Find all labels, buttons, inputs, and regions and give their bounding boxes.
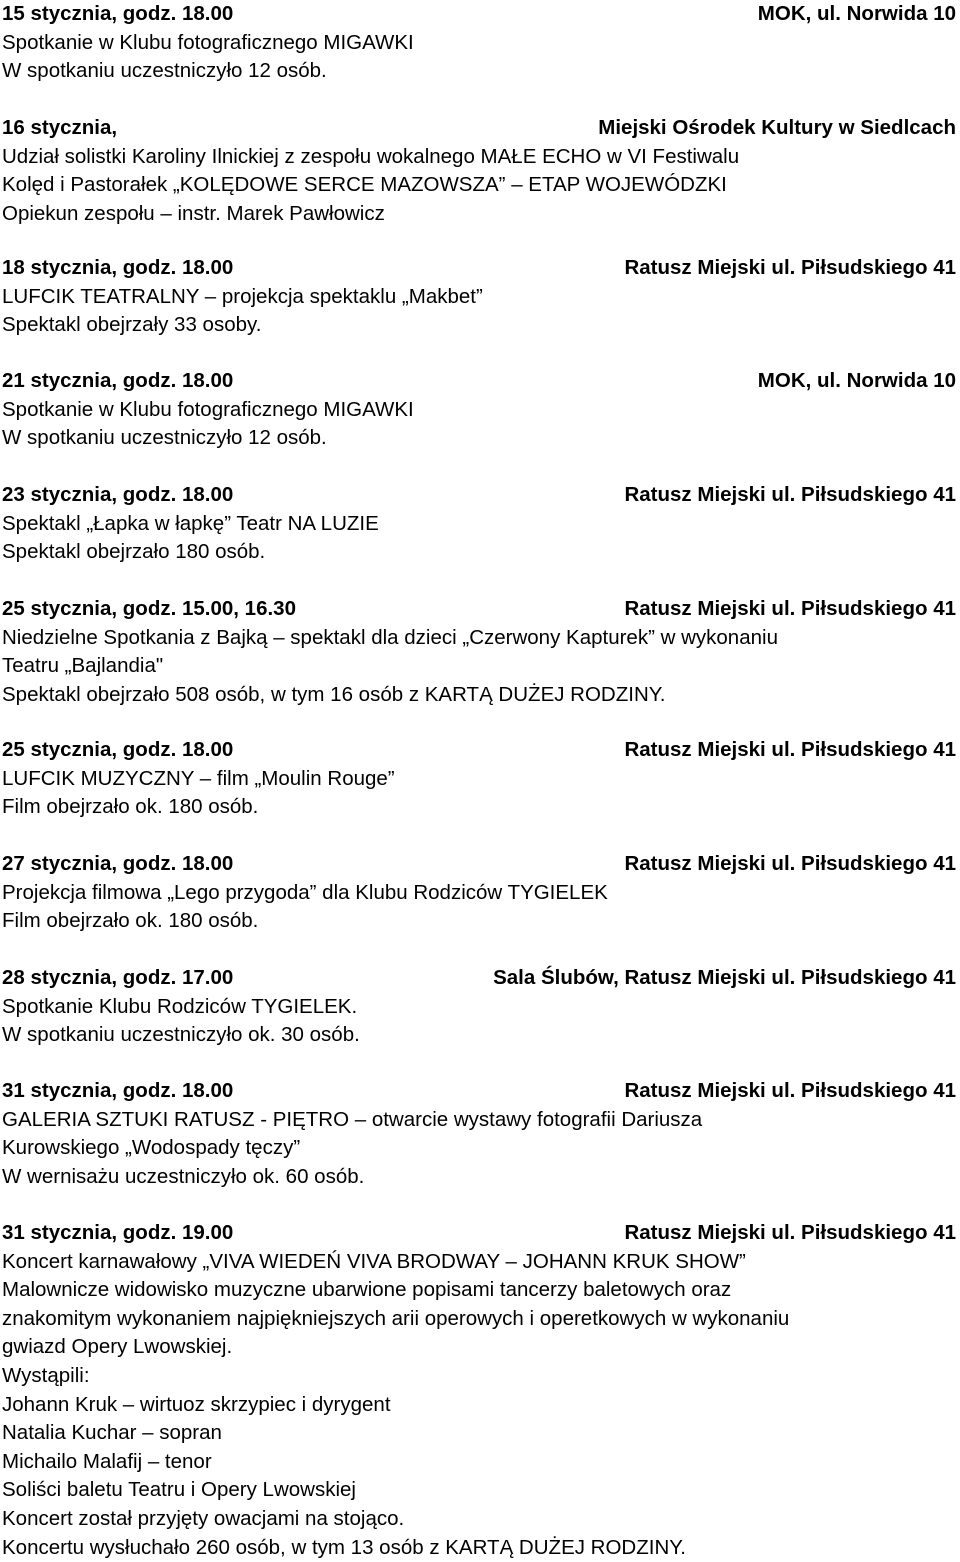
event-entry: [2, 1219, 956, 1562]
event-entry: [2, 254, 956, 340]
event-header: [2, 0, 956, 29]
event-header: [2, 595, 956, 624]
event-description-line: Film obejrzało ok. 180 osób.: [2, 909, 259, 933]
event-description-line: Soliści baletu Teatru i Opery Lwowskiej: [2, 1478, 356, 1502]
event-entry: [2, 595, 956, 709]
event-description-line: Spotkanie w Klubu fotograficznego MIGAWKI: [2, 30, 414, 54]
event-venue: Ratusz Miejski ul. Piłsudskiego 41: [624, 1079, 956, 1102]
event-header: [2, 1077, 956, 1106]
event-description-line: GALERIA SZTUKI RATUSZ - PIĘTRO – otwarcie wystawy fotografii Dariusza: [2, 1107, 703, 1131]
event-entry: [2, 481, 956, 567]
event-description-line: Kurowskiego „Wodospady tęczy”: [2, 1136, 301, 1160]
event-entry: [2, 367, 956, 453]
event-venue: MOK, ul. Norwida 10: [757, 369, 956, 392]
event-description-line: Spektakl „Łapka w łapkę” Teatr NA LUZIE: [2, 511, 379, 535]
event-date: 28 stycznia, godz. 17.00: [2, 966, 234, 989]
event-description-line: Kolęd i Pastorałek „KOLĘDOWE SERCE MAZOWSZA” – ETAP WOJEWÓDZKI: [2, 173, 727, 197]
event-description-line: Film obejrzało ok. 180 osób.: [2, 795, 259, 819]
event-description-line: gwiazd Opery Lwowskiej.: [2, 1335, 233, 1359]
event-header: [2, 850, 956, 879]
event-date: 15 stycznia, godz. 18.00: [2, 2, 234, 25]
event-date: 16 stycznia,: [2, 116, 118, 139]
event-description-line: LUFCIK TEATRALNY – projekcja spektaklu „Makbet”: [2, 284, 483, 308]
event-date: 18 stycznia, godz. 18.00: [2, 256, 234, 279]
event-header: [2, 736, 956, 765]
event-header: [2, 114, 956, 143]
event-description-line: Spektakl obejrzały 33 osoby.: [2, 313, 262, 337]
event-description-line: W spotkaniu uczestniczyło 12 osób.: [2, 426, 327, 450]
event-description-line: Niedzielne Spotkania z Bajką – spektakl dla dzieci „Czerwony Kapturek” w wykonaniu: [2, 625, 778, 649]
event-venue: Miejski Ośrodek Kultury w Siedlcach: [598, 116, 956, 139]
event-entry: [2, 0, 956, 86]
event-description-line: znakomitym wykonaniem najpiękniejszych arii operowych i operetkowych w wykonaniu: [2, 1306, 790, 1330]
event-date: 31 stycznia, godz. 18.00: [2, 1079, 234, 1102]
event-description-line: Udział solistki Karoliny Ilnickiej z zespołu wokalnego MAŁE ECHO w VI Festiwalu: [2, 144, 740, 168]
event-description-line: Teatru „Bajlandia": [2, 654, 164, 678]
event-venue: MOK, ul. Norwida 10: [757, 2, 956, 25]
event-description-line: Michailo Malafij – tenor: [2, 1449, 212, 1473]
event-header: [2, 1219, 956, 1248]
event-description-line: Opiekun zespołu – instr. Marek Pawłowicz: [2, 201, 385, 225]
event-entry: [2, 1077, 956, 1191]
event-venue: Ratusz Miejski ul. Piłsudskiego 41: [624, 483, 956, 506]
event-date: 23 stycznia, godz. 18.00: [2, 483, 234, 506]
event-entry: [2, 850, 956, 936]
event-header: [2, 254, 956, 283]
event-description-line: W spotkaniu uczestniczyło 12 osób.: [2, 59, 327, 83]
event-venue: Ratusz Miejski ul. Piłsudskiego 41: [624, 738, 956, 761]
event-description-line: LUFCIK MUZYCZNY – film „Moulin Rouge”: [2, 766, 395, 790]
event-venue: Ratusz Miejski ul. Piłsudskiego 41: [624, 597, 956, 620]
event-description-line: Koncert karnawałowy „VIVA WIEDEŃ VIVA BRODWAY – JOHANN KRUK SHOW”: [2, 1249, 746, 1273]
event-description-line: W wernisażu uczestniczyło ok. 60 osób.: [2, 1164, 365, 1188]
event-venue: Ratusz Miejski ul. Piłsudskiego 41: [624, 256, 956, 279]
event-header: [2, 367, 956, 396]
event-venue: Sala Ślubów, Ratusz Miejski ul. Piłsudskiego 41: [493, 966, 956, 989]
event-date: 25 stycznia, godz. 18.00: [2, 738, 234, 761]
event-date: 25 stycznia, godz. 15.00, 16.30: [2, 597, 296, 620]
event-description-line: Johann Kruk – wirtuoz skrzypiec i dyrygent: [2, 1392, 391, 1416]
event-venue: Ratusz Miejski ul. Piłsudskiego 41: [624, 852, 956, 875]
event-entry: [2, 114, 956, 228]
event-header: [2, 481, 956, 510]
event-description-line: Projekcja filmowa „Lego przygoda” dla Klubu Rodziców TYGIELEK: [2, 880, 608, 904]
event-description-line: Wystąpili:: [2, 1363, 90, 1387]
event-description-line: Spotkanie w Klubu fotograficznego MIGAWKI: [2, 397, 414, 421]
event-description-line: Spotkanie Klubu Rodziców TYGIELEK.: [2, 994, 358, 1018]
event-description-line: Spektakl obejrzało 508 osób, w tym 16 osób z KARTĄ DUŻEJ RODZINY.: [2, 682, 666, 706]
event-entry: [2, 964, 956, 1050]
event-description-line: Koncert został przyjęty owacjami na stojąco.: [2, 1506, 405, 1530]
event-date: 21 stycznia, godz. 18.00: [2, 369, 234, 392]
event-description-line: Malownicze widowisko muzyczne ubarwione popisami tancerzy baletowych oraz: [2, 1278, 732, 1302]
event-date: 31 stycznia, godz. 19.00: [2, 1221, 234, 1244]
event-description-line: Spektakl obejrzało 180 osób.: [2, 540, 266, 564]
event-header: [2, 964, 956, 993]
event-date: 27 stycznia, godz. 18.00: [2, 852, 234, 875]
event-description-line: Koncertu wysłuchało 260 osób, w tym 13 osób z KARTĄ DUŻEJ RODZINY.: [2, 1535, 686, 1559]
event-venue: Ratusz Miejski ul. Piłsudskiego 41: [624, 1221, 956, 1244]
event-description-line: Natalia Kuchar – sopran: [2, 1421, 222, 1445]
event-entry: [2, 736, 956, 822]
event-description-line: W spotkaniu uczestniczyło ok. 30 osób.: [2, 1023, 360, 1047]
